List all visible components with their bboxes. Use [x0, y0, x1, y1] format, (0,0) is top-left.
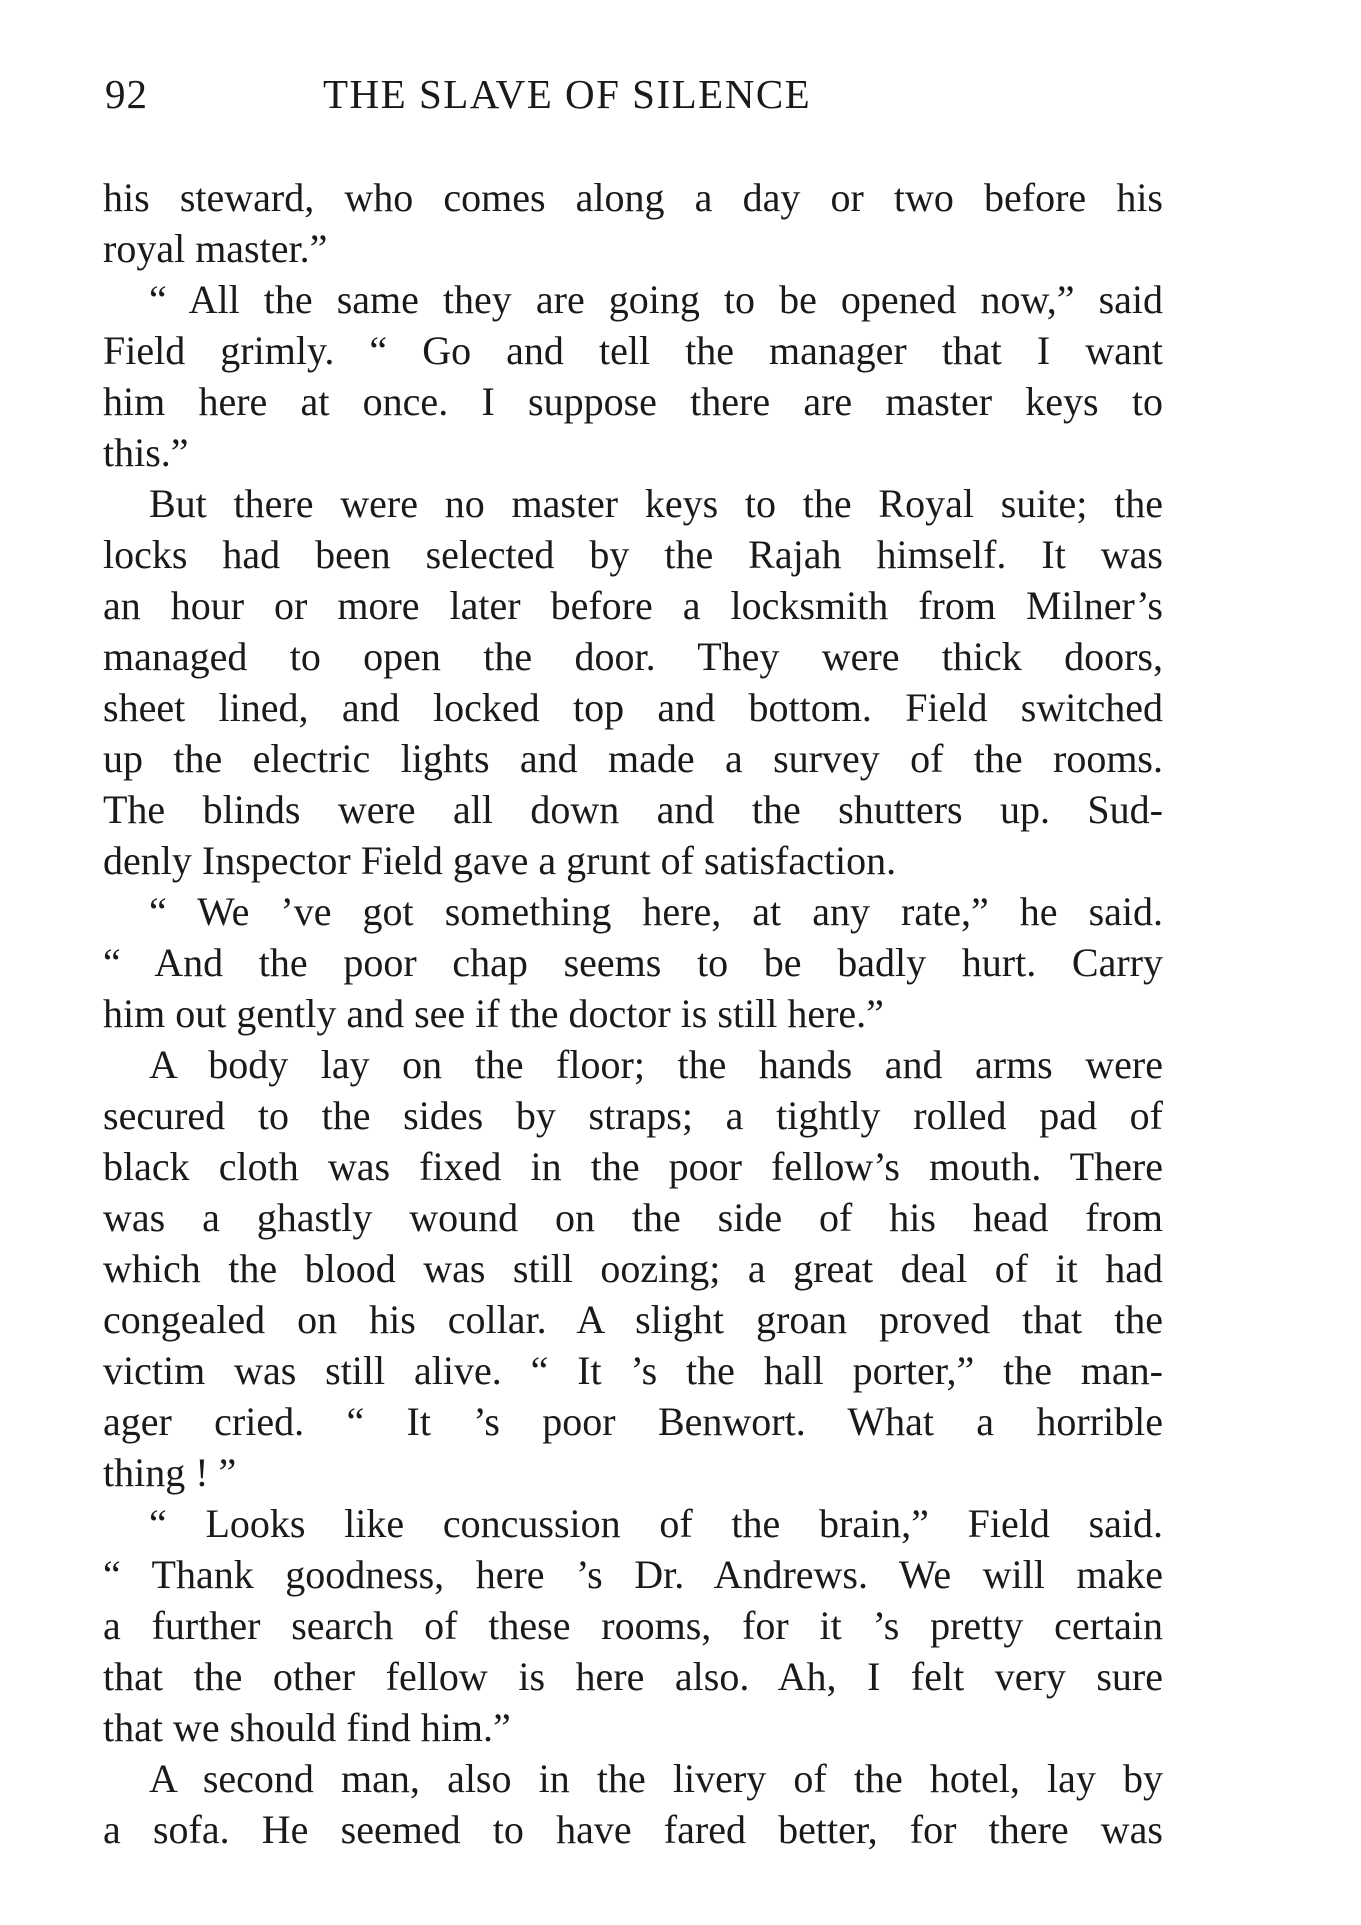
text-line: up the electric lights and made a survey of the rooms. [103, 736, 1163, 781]
running-title: THE SLAVE OF SILENCE [323, 71, 812, 117]
text-line: Field grimly. “ Go and tell the manager that I want [103, 328, 1163, 373]
text-line: was a ghastly wound on the side of his head from [103, 1195, 1163, 1240]
text-line: “ All the same they are going to be opened now,” said [149, 277, 1163, 322]
text-line: But there were no master keys to the Royal suite; the [149, 481, 1163, 526]
text-line: which the blood was still oozing; a great deal of it had [103, 1246, 1163, 1291]
text-line: managed to open the door. They were thick doors, [103, 634, 1163, 679]
text-line: thing ! ” [103, 1450, 237, 1495]
text-line: “ Thank goodness, here ’s Dr. Andrews. We will make [103, 1552, 1163, 1597]
text-line: this.” [103, 430, 189, 475]
text-line: sheet lined, and locked top and bottom. Field switched [103, 685, 1163, 730]
text-line: royal master.” [103, 226, 328, 271]
text-line: his steward, who comes along a day or two before his [103, 175, 1163, 220]
body-text [103, 172, 1163, 1855]
page-header [105, 70, 1165, 130]
text-line: an hour or more later before a locksmith from Milner’s [103, 583, 1163, 628]
text-line: victim was still alive. “ It ’s the hall porter,” the man- [103, 1348, 1163, 1393]
text-line: that the other fellow is here also. Ah, I felt very sure [103, 1654, 1163, 1699]
text-line: black cloth was fixed in the poor fellow’s mouth. There [103, 1144, 1163, 1189]
text-line: a sofa. He seemed to have fared better, for there was [103, 1807, 1163, 1852]
text-line: A body lay on the floor; the hands and arms were [149, 1042, 1163, 1087]
text-line: congealed on his collar. A slight groan proved that the [103, 1297, 1163, 1342]
text-line: him out gently and see if the doctor is still here.” [103, 991, 884, 1036]
text-line: that we should find him.” [103, 1705, 511, 1750]
text-line: denly Inspector Field gave a grunt of satisfaction. [103, 838, 897, 883]
text-line: ager cried. “ It ’s poor Benwort. What a horrible [103, 1399, 1163, 1444]
text-line: The blinds were all down and the shutters up. Sud- [103, 787, 1163, 832]
page-number: 92 [105, 71, 148, 117]
text-line: “ We ’ve got something here, at any rate,” he said. [149, 889, 1163, 934]
text-line: “ And the poor chap seems to be badly hurt. Carry [103, 940, 1163, 985]
text-line: a further search of these rooms, for it ’s pretty certain [103, 1603, 1163, 1648]
text-line: locks had been selected by the Rajah himself. It was [103, 532, 1163, 577]
text-line: him here at once. I suppose there are master keys to [103, 379, 1163, 424]
text-line: secured to the sides by straps; a tightly rolled pad of [103, 1093, 1163, 1138]
text-line: “ Looks like concussion of the brain,” Field said. [149, 1501, 1163, 1546]
text-line: A second man, also in the livery of the hotel, lay by [149, 1756, 1163, 1801]
